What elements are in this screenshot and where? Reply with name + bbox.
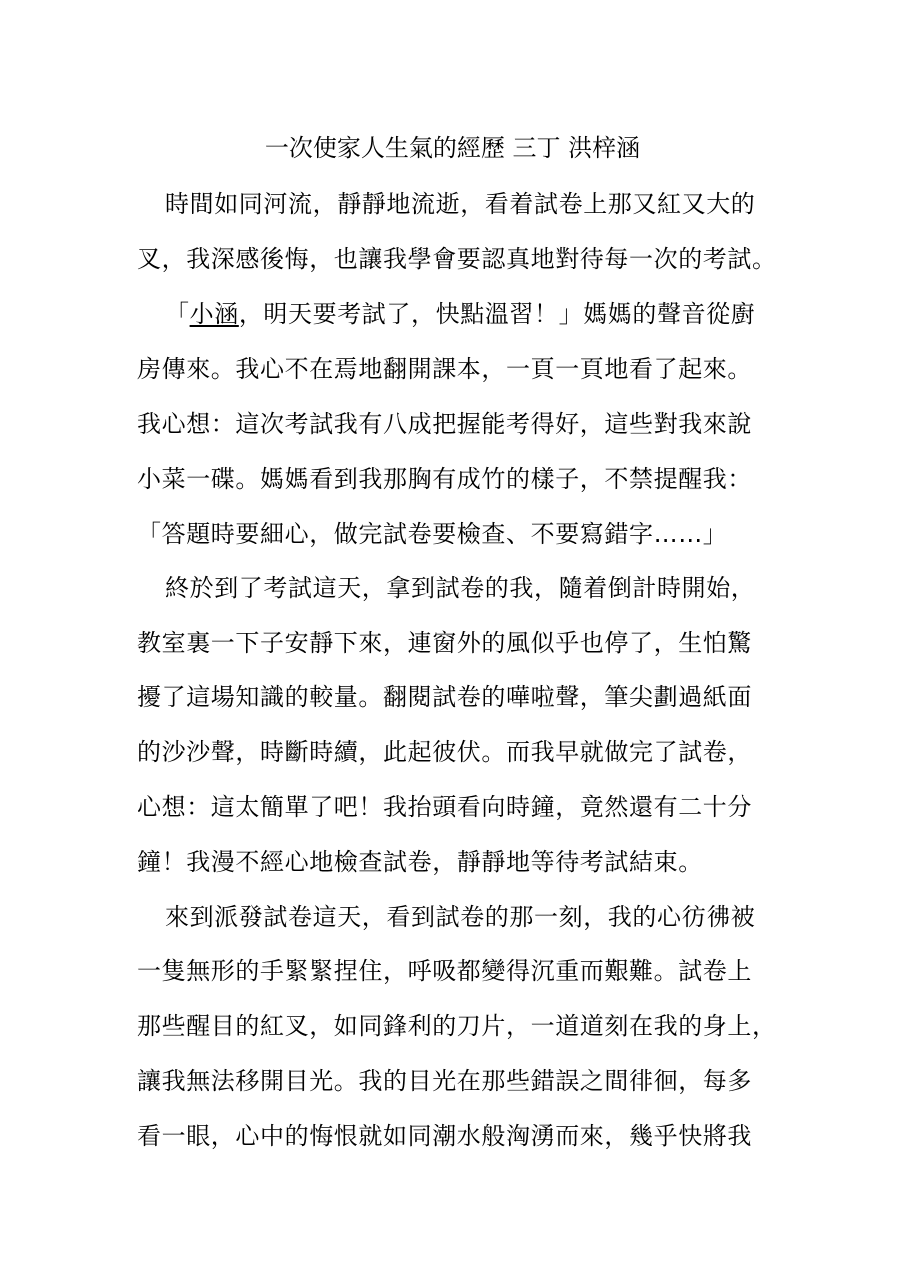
text-line: 小菜一碟。媽媽看到我那胸有成竹的樣子，不禁提醒我： [137, 465, 752, 493]
text-line: 「答題時要細心，做完試卷要檢查、不要寫錯字……」 [137, 520, 728, 548]
text-line: 時間如同河流，靜靜地流逝，看着試卷上那又紅又大的 [165, 190, 756, 218]
open-quote: 「 [165, 300, 190, 328]
text-line-dialogue [165, 294, 755, 334]
text-line: 擾了這場知識的較量。翻閱試卷的嘩啦聲，筆尖劃過紙面 [137, 683, 752, 711]
text-line: 的沙沙聲，時斷時續，此起彼伏。而我早就做完了試卷， [137, 738, 752, 766]
text-line: 鐘！我漫不經心地檢查試卷，靜靜地等待考試結束。 [137, 848, 703, 876]
text-line: 終於到了考試這天，拿到試卷的我，隨着倒計時開始， [165, 574, 756, 602]
dialogue-text: ，明天要考試了，快點溫習！」媽媽的聲音從廚 [238, 300, 756, 328]
text-line: 來到派發試卷這天，看到試卷的那一刻，我的心彷彿被 [165, 903, 756, 931]
underlined-name: 小涵 [189, 300, 239, 328]
essay-title: 一次使家人生氣的經歷 三丁 洪梓涵 [264, 134, 641, 162]
text-line: 讓我無法移開目光。我的目光在那些錯誤之間徘徊，每多 [137, 1067, 752, 1095]
text-line: 叉，我深感後悔，也讓我學會要認真地對待每一次的考試。 [137, 245, 777, 273]
text-line: 我心想：這次考試我有八成把握能考得好，這些對我來說 [137, 410, 752, 438]
text-line: 心想：這太簡單了吧！我抬頭看向時鐘，竟然還有二十分 [137, 793, 752, 821]
text-line: 那些醒目的紅叉，如同鋒利的刀片，一道道刻在我的身上， [137, 1012, 777, 1040]
text-line: 教室裏一下子安靜下來，連窗外的風似乎也停了，生怕驚 [137, 629, 752, 657]
text-line: 看一眼，心中的悔恨就如同潮水般洶湧而來，幾乎快將我 [137, 1122, 752, 1150]
text-line: 一隻無形的手緊緊捏住，呼吸都變得沉重而艱難。試卷上 [137, 957, 752, 985]
text-line: 房傳來。我心不在焉地翻開課本，一頁一頁地看了起來。 [137, 355, 752, 383]
